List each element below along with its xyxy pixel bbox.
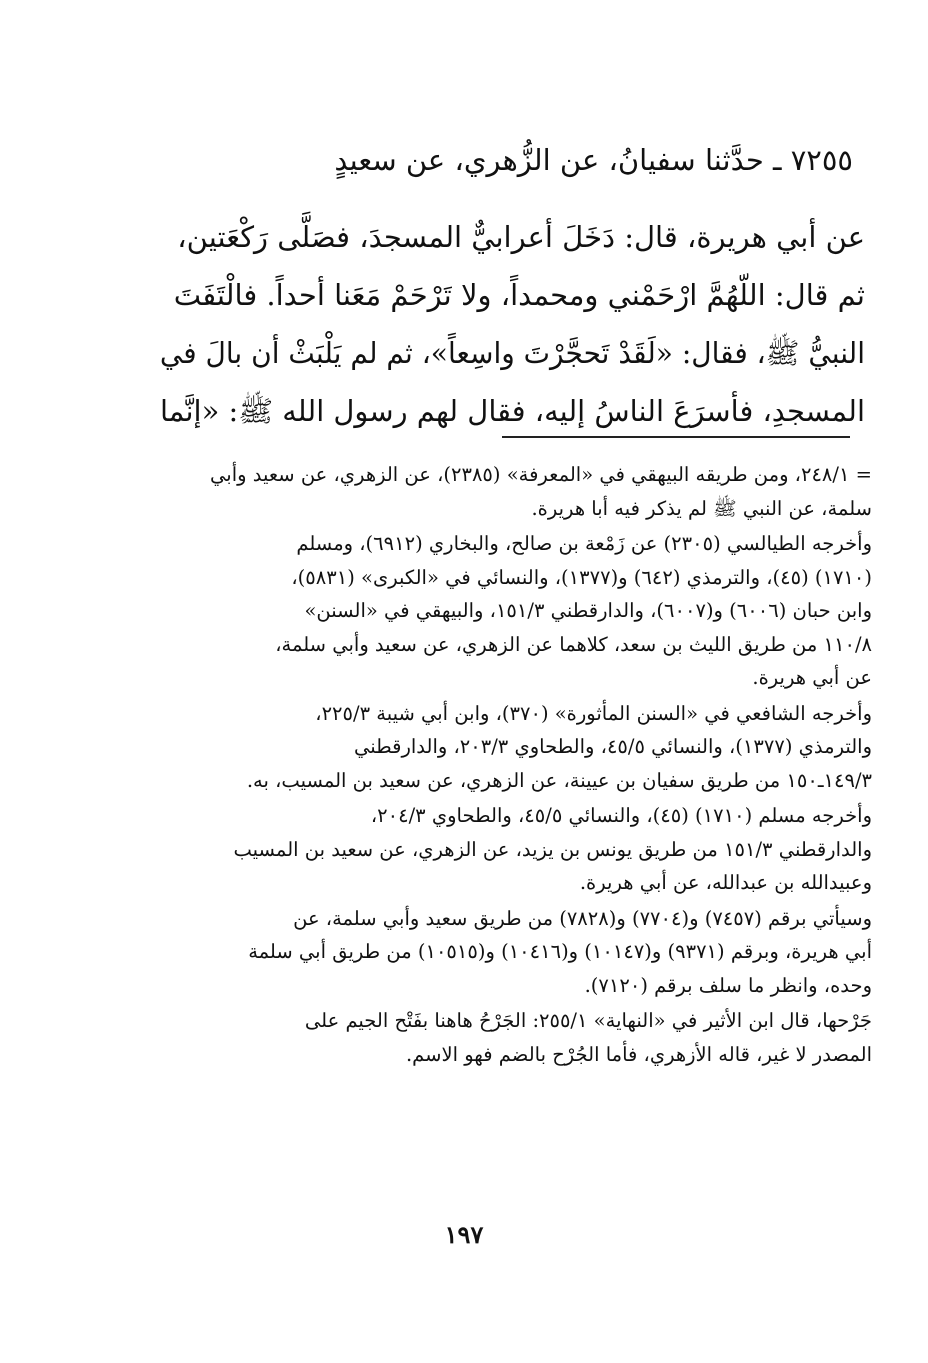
footnote-line: وحده، وانظر ما سلف برقم (٧١٢٠).: [584, 973, 872, 997]
hadith-text: [160, 208, 865, 440]
footnote-paragraph: [160, 458, 872, 525]
hadith-line: عن أبي هريرة، قال: دَخَلَ أعرابيٌّ المسجدَ، فصَلَّى رَكْعَتين،: [177, 220, 865, 254]
hadith-line: المسجدِ، فأسرَعَ الناسُ إليه، فقال لهم رسول الله ﷺ: «إنَّما: [159, 394, 865, 428]
footnote-line: عن أبي هريرة.: [752, 666, 872, 689]
footnote-divider: [502, 436, 850, 438]
hadith-heading: ٧٢٥٥ ـ حدَّثنا سفيانُ، عن الزُّهري، عن سعيدٍ: [334, 143, 853, 177]
footnote-line: سلمة، عن النبي ﷺ لم يذكر فيه أبا هريرة.: [531, 496, 872, 520]
footnote-paragraph: [160, 799, 872, 900]
footnote-paragraph: [160, 697, 872, 798]
footnote-paragraph: [160, 527, 872, 695]
footnote-line: وأخرجه الطيالسي (٢٣٠٥) عن زَمْعة بن صالح، والبخاري (٦٩١٢)، ومسلم: [296, 532, 872, 555]
page-number: ١٩٧: [444, 1220, 484, 1249]
footnote-line: والترمذي (١٣٧٧)، والنسائي ٤٥/٥، والطحاوي ٢٠٣/٣، والدارقطني: [354, 735, 872, 758]
footnote-line: (١٧١٠) (٤٥)، والترمذي (٦٤٢) و(١٣٧٧)، والنسائي في «الكبرى» (٥٨٣١)،: [291, 565, 872, 589]
footnotes: [160, 458, 872, 1071]
footnote-line: ١١٠/٨ من طريق الليث بن سعد، كلاهما عن الزهري، عن سعيد وأبي سلمة،: [275, 632, 872, 656]
footnote-line: وأخرجه الشافعي في «السنن المأثورة» (٣٧٠)، وابن أبي شيبة ٢٢٥/٣،: [315, 701, 872, 725]
hadith-line: ثم قال: اللّهُمَّ ارْحَمْني ومحمداً، ولا تَرْحَمْ مَعَنا أحداً. فالْتَفَتَ: [173, 278, 865, 312]
footnote-line: ١٤٩/٣ـ١٥٠ من طريق سفيان بن عيينة، عن الزهري، عن سعيد بن المسيب، به.: [246, 768, 872, 792]
footnote-line: المصدر لا غير، قاله الأزهري، فأما الجُرْح بالضم فهو الاسم.: [405, 1042, 872, 1066]
footnote-line: وابن حبان (٦٠٠٦) و(٦٠٠٧)، والدارقطني ١٥١/٣، والبيهقي في «السنن»: [304, 599, 872, 622]
footnote-paragraph: [160, 902, 872, 1003]
footnote-line: والدارقطني ١٥١/٣ من طريق يونس بن يزيد، عن الزهري، عن سعيد بن المسيب: [233, 837, 872, 861]
footnote-line: جَرْحها، قال ابن الأثير في «النهاية» ٢٥٥/١: الجَرْحُ هاهنا بفَتْح الجيم على: [304, 1009, 872, 1032]
hadith-line: النبيُّ ﷺ، فقال: «لَقَدْ تَحجَّرْتَ واسِعاً»، ثم لم يَلْبَثْ أن بالَ في: [159, 336, 865, 370]
footnote-line: وسيأتي برقم (٧٤٥٧) و(٧٧٠٤) و(٧٨٢٨) من طريق سعيد وأبي سلمة، عن: [293, 906, 872, 930]
footnote-line: = ٢٤٨/١، ومن طريقه البيهقي في «المعرفة» (٢٣٨٥)، عن الزهري، عن سعيد وأبي: [210, 463, 872, 486]
footnote-paragraph: [160, 1004, 872, 1071]
footnote-line: أبي هريرة، وبرقم (٩٣٧١) و(١٠١٤٧) و(١٠٤١٦) و(١٠٥١٥) من طريق أبي سلمة: [248, 940, 872, 963]
footnote-line: وأخرجه مسلم (١٧١٠) (٤٥)، والنسائي ٤٥/٥، والطحاوي ٢٠٤/٣،: [370, 804, 872, 827]
footnote-line: وعبيدالله بن عبدالله، عن أبي هريرة.: [579, 871, 872, 894]
